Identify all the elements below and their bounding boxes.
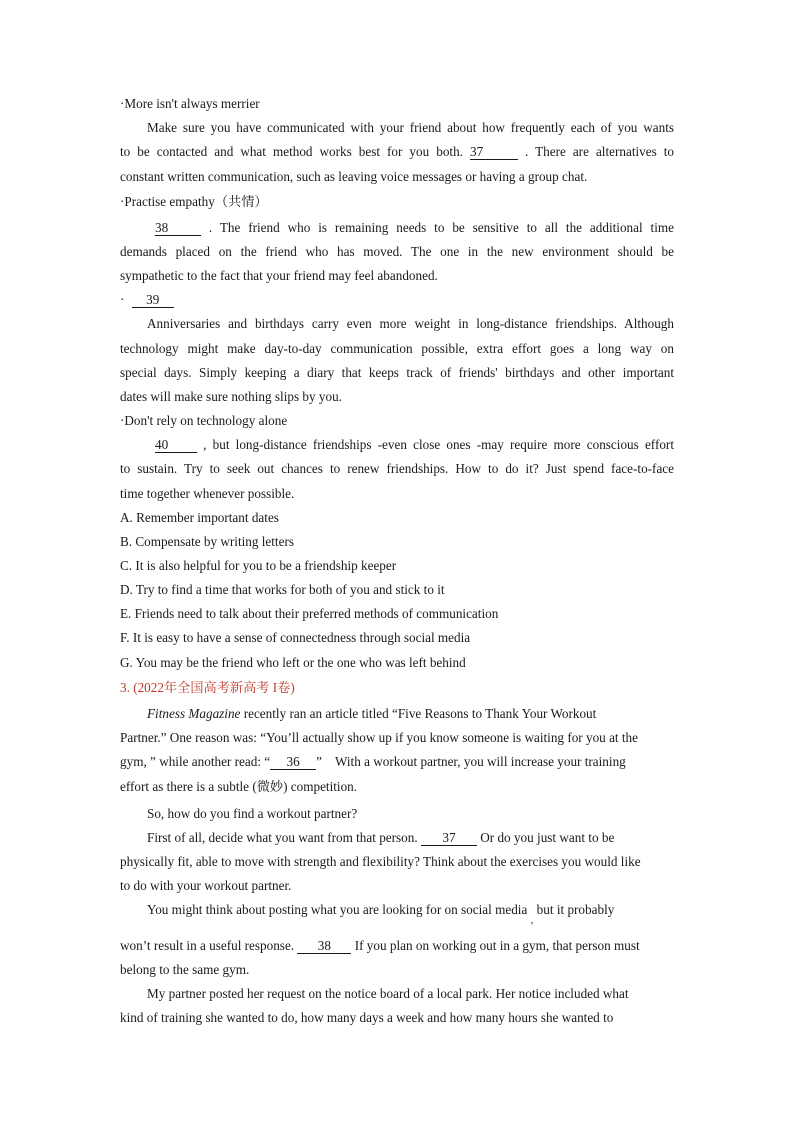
- paragraph-line: time together whenever possible.: [120, 486, 295, 501]
- option-c: C. It is also helpful for you to be a friendship keeper: [120, 558, 397, 573]
- option-f: F. It is easy to have a sense of connectedness through social media: [120, 630, 471, 645]
- section-heading: ·More isn't always merrier: [120, 96, 260, 111]
- paragraph-line: demands placed on the friend who has moved. The one in the new environment should be: [120, 244, 674, 259]
- paragraph-line: physically fit, able to move with strength and flexibility? Think about the exercises you would like: [120, 854, 641, 869]
- option-g: G. You may be the friend who left or the one who was left behind: [120, 655, 466, 670]
- answer-blank-37: 37: [470, 144, 518, 160]
- question-heading: 3. (2022年全国高考新高考 I卷): [120, 680, 295, 695]
- section-heading: · 39: [120, 291, 674, 309]
- paragraph-line: won’t result in a useful response. 38 If you plan on working out in a gym, that person must: [120, 938, 640, 953]
- paragraph-line: Anniversaries and birthdays carry even more weight in long-distance friendships. Although: [147, 316, 674, 331]
- paragraph-line: You might think about posting what you are looking for on social media $_,$ but it probably: [147, 902, 615, 926]
- paragraph-line: gym, ” while another read: “ 36 ” With a workout partner, you will increase your training: [120, 754, 626, 769]
- paragraph-line: Partner.” One reason was: “You’ll actually show up if you know someone is waiting for you at the: [120, 730, 639, 745]
- answer-blank-36: 36: [270, 754, 316, 770]
- section-heading: ·Practise empathy（共情）: [120, 194, 268, 209]
- option-d: D. Try to find a time that works for both of you and stick to it: [120, 582, 445, 597]
- paragraph-line: 38 . The friend who is remaining needs to be sensitive to all the additional time: [155, 220, 674, 235]
- paragraph-line: constant written communication, such as leaving voice messages or having a group chat.: [120, 169, 588, 184]
- paragraph-line: Fitness Magazine recently ran an article titled “Five Reasons to Thank Your Workout: [147, 706, 597, 721]
- paragraph-line: So, how do you find a workout partner?: [147, 806, 358, 821]
- paragraph-line: technology might make day-to-day communication possible, extra effort goes a long way on: [120, 341, 674, 356]
- paragraph-line: dates will make sure nothing slips by you.: [120, 389, 342, 404]
- paragraph-line: to sustain. Try to seek out chances to renew friendships. How to do it? Just spend face-to-face: [120, 461, 674, 476]
- paragraph-line: 40 , but long-distance friendships -even close ones -may require more conscious effort: [155, 437, 674, 452]
- paragraph-line: to do with your workout partner.: [120, 878, 292, 893]
- paragraph-line: sympathetic to the fact that your friend may feel abandoned.: [120, 268, 438, 283]
- option-e: E. Friends need to talk about their preferred methods of communication: [120, 606, 499, 621]
- paragraph-line: First of all, decide what you want from that person. 37 Or do you just want to be: [147, 830, 615, 845]
- magazine-title: Fitness Magazine: [147, 706, 241, 721]
- answer-blank-37b: 37: [421, 830, 477, 846]
- answer-blank-38: 38: [155, 220, 201, 236]
- paragraph-line: My partner posted her request on the notice board of a local park. Her notice included what: [147, 986, 629, 1001]
- paragraph-line: Make sure you have communicated with your friend about how frequently each of you wants: [147, 120, 674, 135]
- answer-blank-40: 40: [155, 437, 197, 453]
- section-heading: ·Don't rely on technology alone: [120, 413, 288, 428]
- option-b: B. Compensate by writing letters: [120, 534, 294, 549]
- paragraph-line: effort as there is a subtle (微妙) competition.: [120, 779, 358, 794]
- paragraph-line: kind of training she wanted to do, how many days a week and how many hours she wanted to: [120, 1010, 614, 1025]
- option-a: A. Remember important dates: [120, 510, 279, 525]
- answer-blank-38b: 38: [297, 938, 351, 954]
- paragraph-line: belong to the same gym.: [120, 962, 250, 977]
- paragraph-line: to be contacted and what method works best for you both. 37 . There are alternatives to: [120, 144, 674, 159]
- answer-blank-39: 39: [132, 292, 174, 308]
- paragraph-line: special days. Simply keeping a diary that keeps track of friends' birthdays and other important: [120, 365, 674, 380]
